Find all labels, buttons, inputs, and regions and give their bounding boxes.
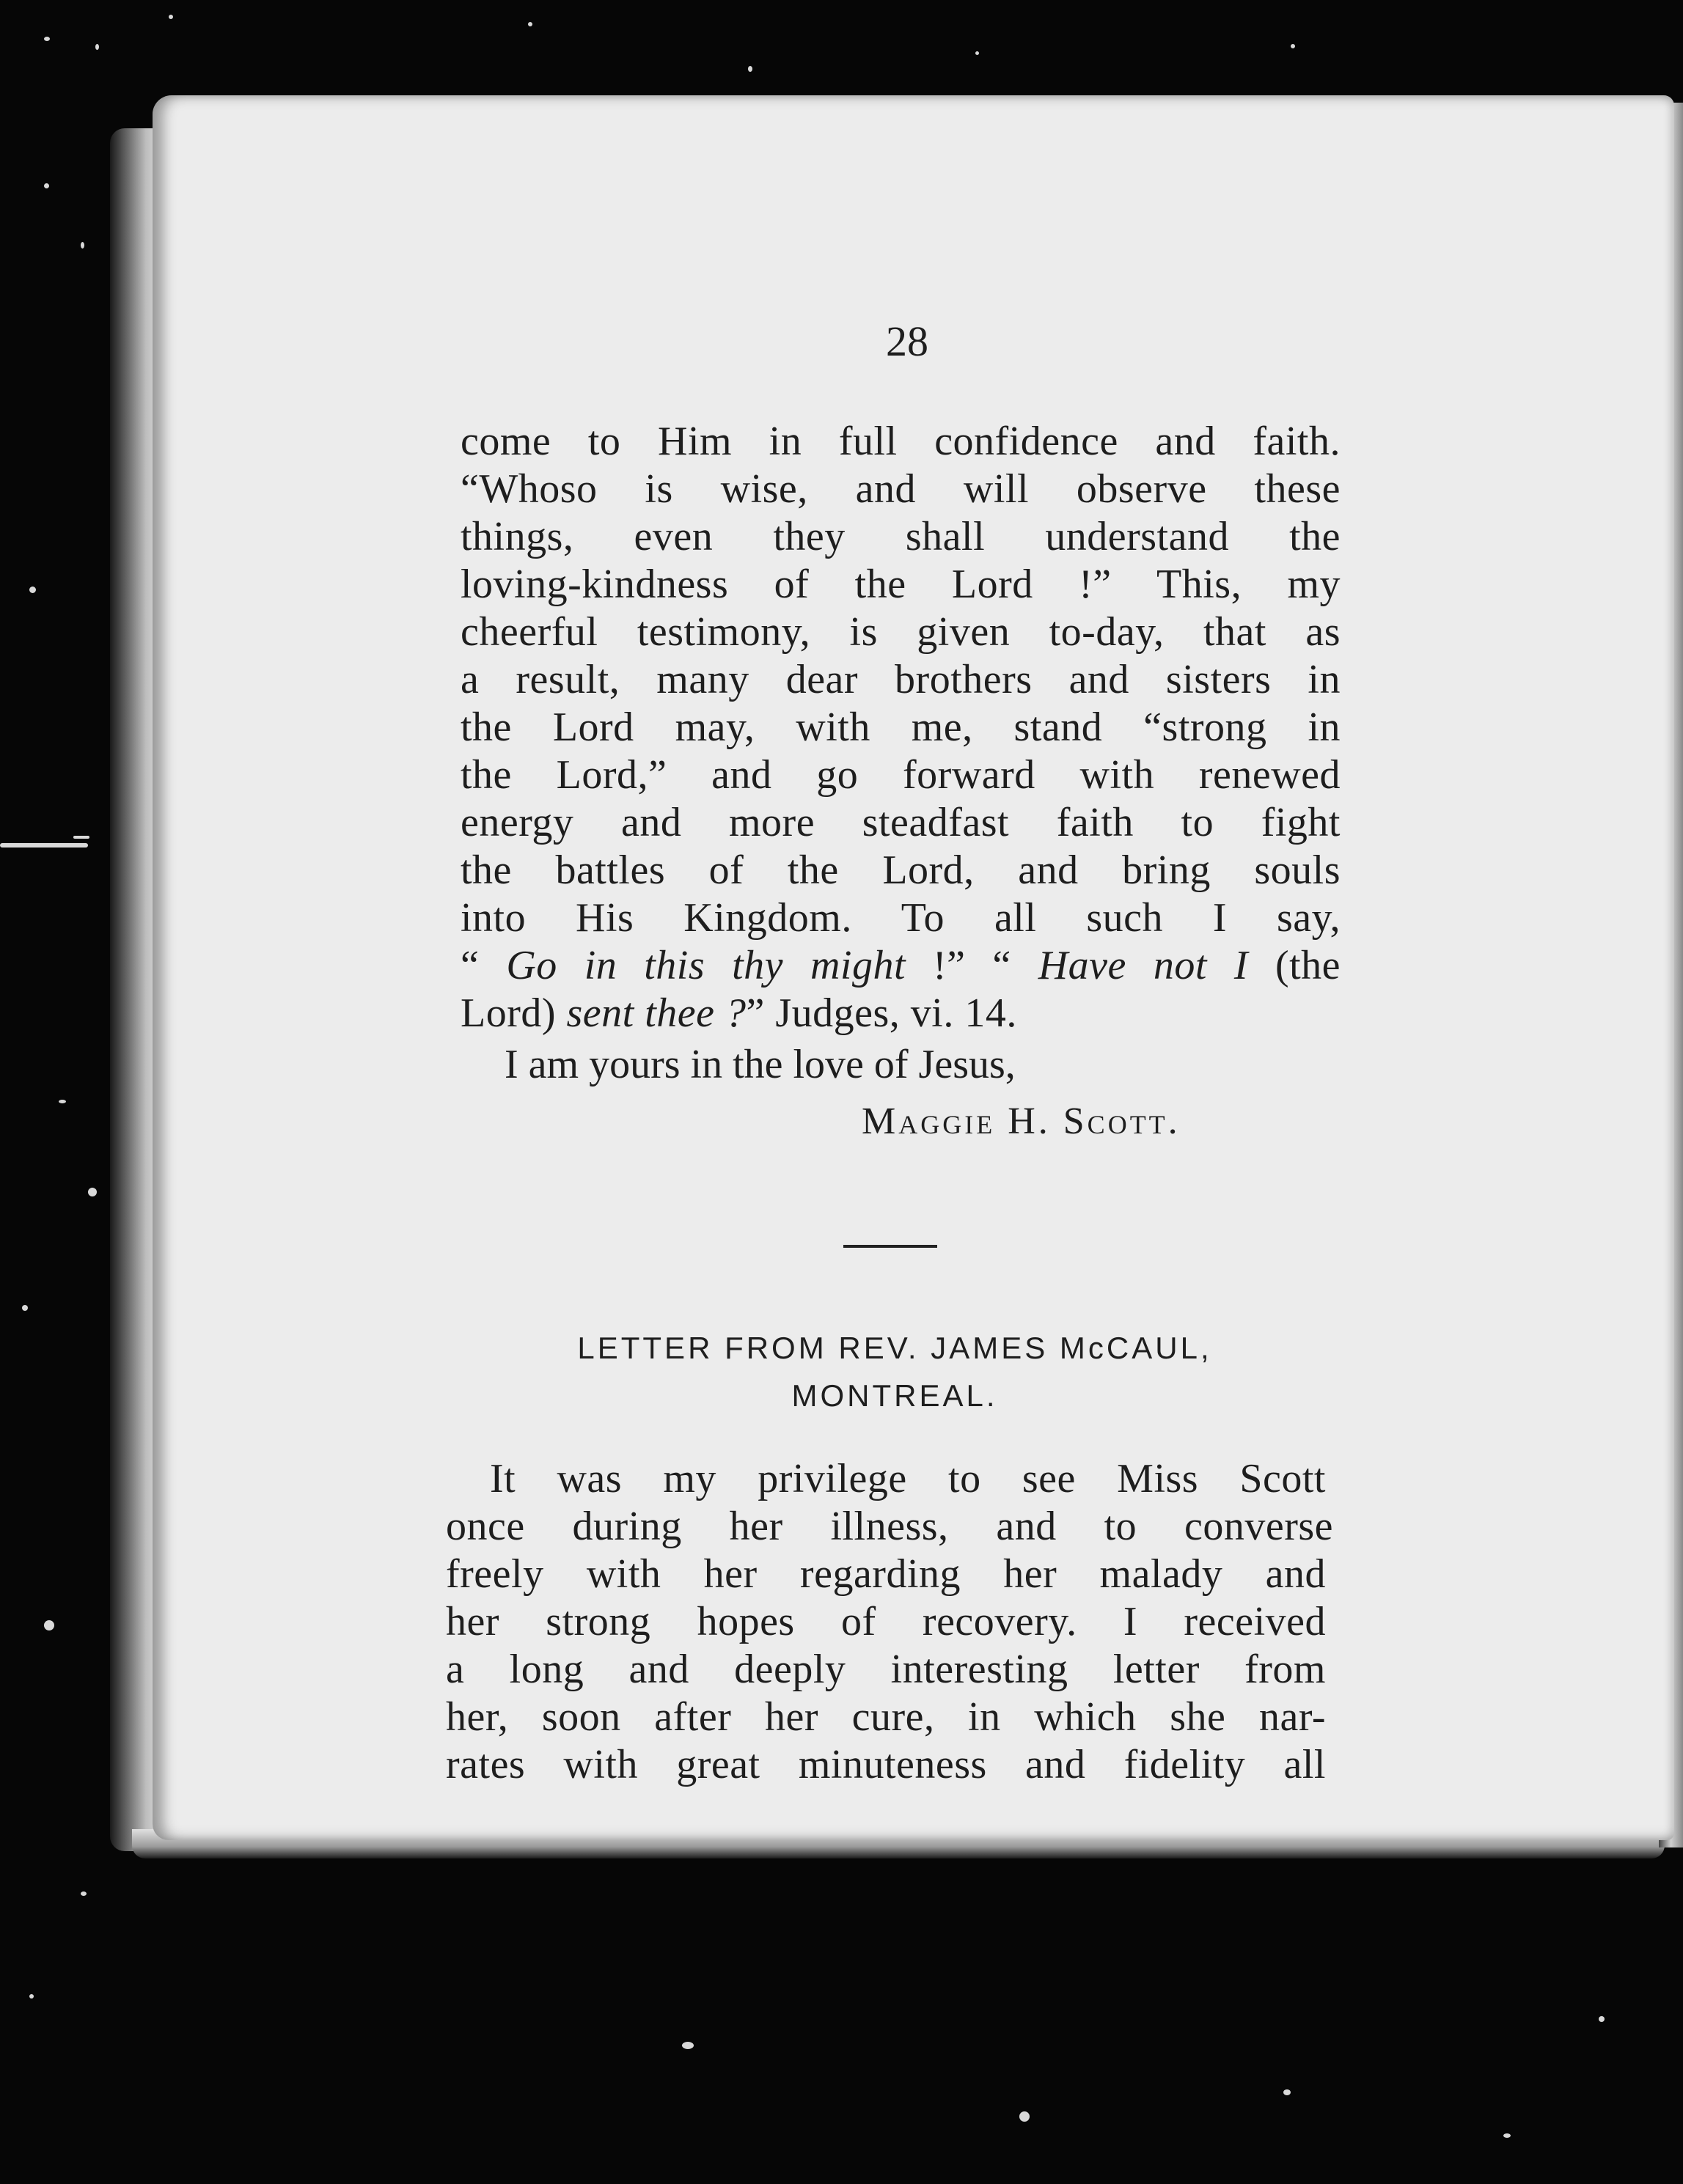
citation-line: [461, 990, 1341, 1037]
section-divider: [843, 1245, 937, 1248]
passage-line: energy and more steadfast faith to fight: [461, 800, 1341, 845]
quote-line: [461, 942, 1341, 989]
passage-line: “Whoso is wise, and will observe these: [461, 466, 1341, 512]
letter-line: freely with her regarding her malady and: [446, 1551, 1326, 1597]
passage-line: things, even they shall understand the: [461, 514, 1341, 559]
dust-speck: [1503, 2133, 1511, 2138]
dust-speck: [1291, 44, 1295, 48]
passage-line: the Lord may, with me, stand “strong in: [461, 705, 1341, 750]
dust-speck: [1019, 2111, 1030, 2122]
dust-speck: [528, 22, 532, 26]
dust-speck: [29, 587, 36, 593]
dust-speck: [169, 15, 173, 19]
dust-speck: [682, 2042, 694, 2049]
citation-italic: sent thee ?: [566, 990, 747, 1036]
dust-speck: [0, 843, 88, 848]
letter-line: It was my privilege to see Miss Scott: [490, 1456, 1326, 1501]
dust-speck: [1599, 2016, 1605, 2022]
quote-open: “: [461, 943, 507, 988]
passage-line: the battles of the Lord, and bring souls: [461, 848, 1341, 893]
letter-line: her, soon after her cure, in which she nar-: [446, 1694, 1326, 1740]
dust-speck: [88, 1188, 97, 1196]
dust-speck: [81, 242, 84, 249]
letter-heading: LETTER FROM REV. JAMES McCAUL,: [577, 1331, 1212, 1365]
citation-start: Lord): [461, 990, 567, 1036]
passage-line: the Lord,” and go forward with renewed: [461, 752, 1341, 798]
signature: Maggie H. Scott.: [862, 1100, 1181, 1142]
letter-line: rates with great minuteness and fidelity all: [446, 1742, 1326, 1787]
dust-speck: [44, 1620, 54, 1630]
passage-line: loving-kindness of the Lord !” This, my: [461, 562, 1341, 607]
passage-line: cheerful testimony, is given to-day, that as: [461, 609, 1341, 655]
letter-heading-location: MONTREAL.: [791, 1378, 998, 1413]
dust-speck: [29, 1994, 34, 1999]
dust-speck: [44, 37, 50, 41]
quote-close: (the: [1248, 943, 1341, 988]
quote-mid: !” “: [906, 943, 1038, 988]
passage-line: a result, many dear brothers and sisters in: [461, 657, 1341, 702]
letter-line: a long and deeply interesting letter from: [446, 1647, 1326, 1692]
quote-italic-have-not-i: Have not I: [1038, 943, 1248, 988]
dust-speck: [748, 66, 752, 72]
citation-end: ” Judges, vi. 14.: [746, 990, 1017, 1036]
page-number: 28: [886, 317, 928, 365]
dust-speck: [44, 183, 49, 188]
dust-speck: [59, 1100, 66, 1103]
passage-line: into His Kingdom. To all such I say,: [461, 895, 1341, 941]
dust-speck: [975, 51, 979, 55]
dust-speck: [81, 1891, 87, 1896]
passage-line: come to Him in full confidence and faith.: [461, 419, 1341, 464]
quote-italic-go-in-this-thy-might: Go in this thy might: [506, 943, 906, 988]
dust-speck: [95, 44, 99, 50]
letter-line: once during her illness, and to converse: [446, 1504, 1333, 1549]
dust-speck: [73, 836, 89, 839]
dust-speck: [22, 1305, 28, 1311]
dust-speck: [1283, 2089, 1291, 2095]
closing-line: I am yours in the love of Jesus,: [505, 1042, 1016, 1087]
letter-line: her strong hopes of recovery. I received: [446, 1599, 1326, 1644]
